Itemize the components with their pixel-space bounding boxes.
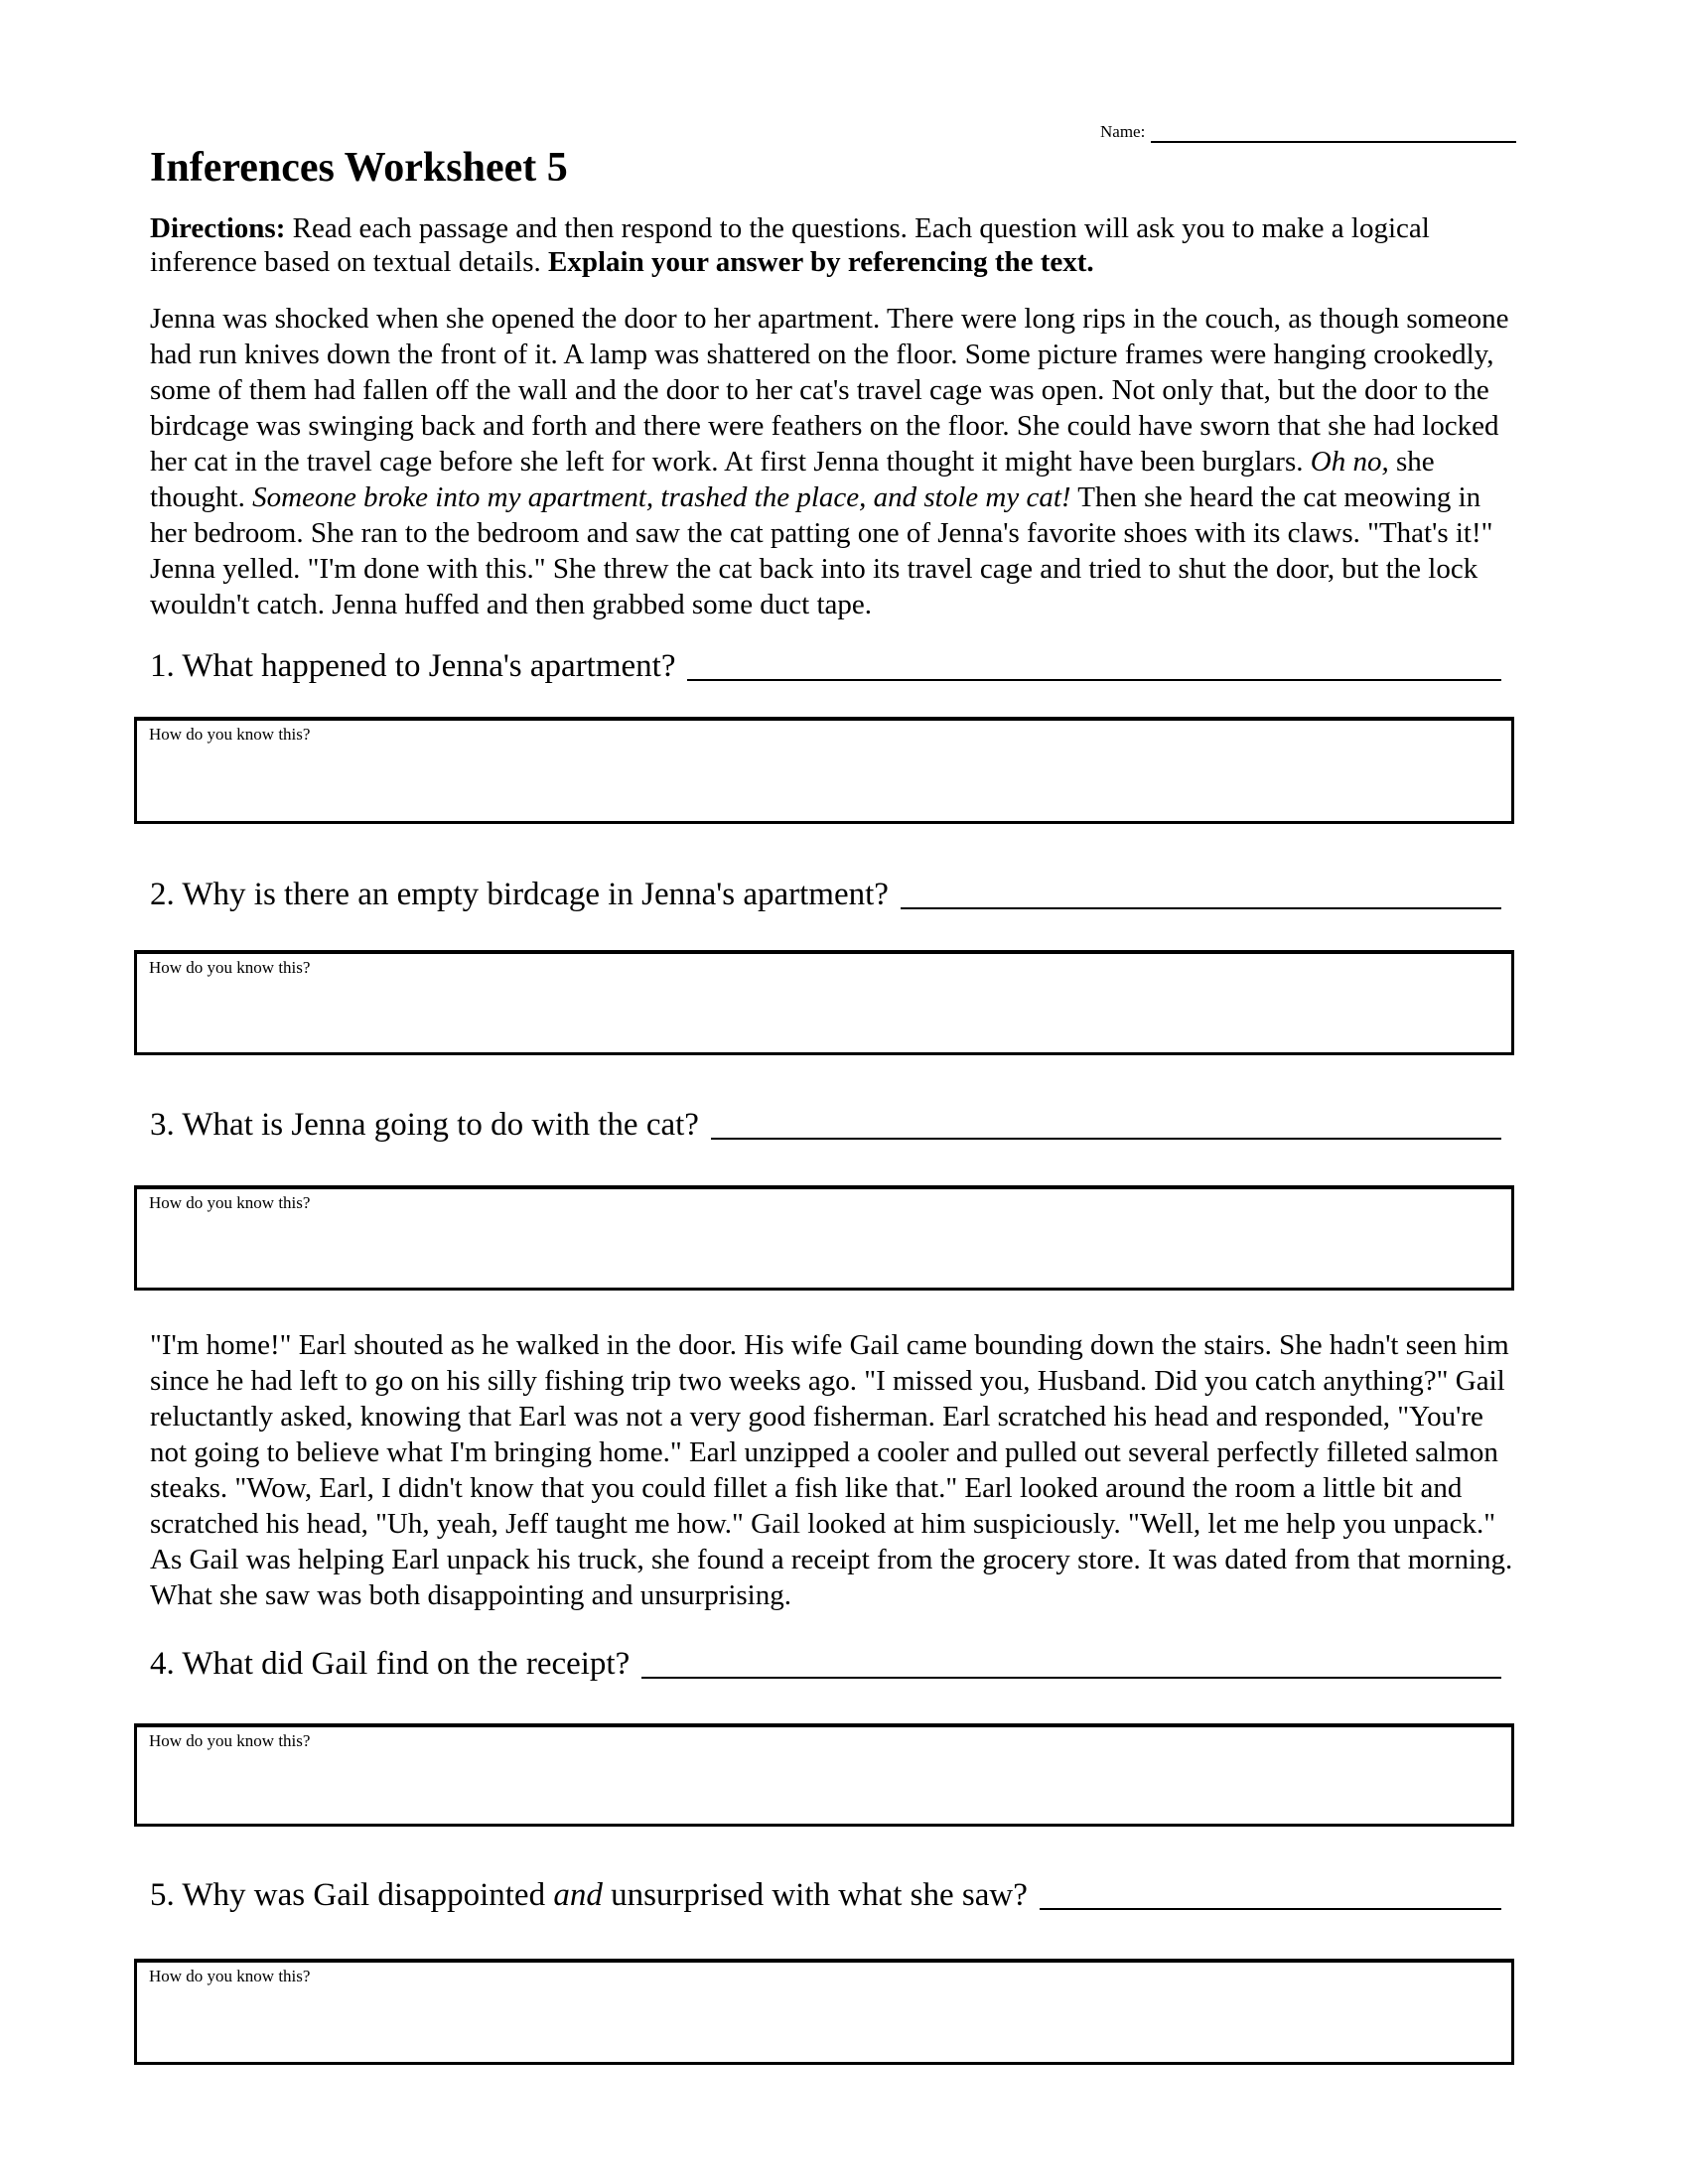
question-1-answer-line[interactable] <box>687 645 1501 681</box>
question-3-text: 3. What is Jenna going to do with the cat? <box>150 1107 699 1143</box>
question-4 <box>150 1643 1501 1685</box>
question-5 <box>150 1874 1501 1916</box>
directions-text: Directions: Read each passage and then respond to the questions. Each question will ask you to make a logical inference based on textual details. Explain your answer by referencing the text. <box>150 212 1430 278</box>
question-4-answer-line[interactable] <box>641 1643 1501 1679</box>
question-1 <box>150 645 1501 687</box>
question-5-explanation-label: How do you know this? <box>149 1967 311 1985</box>
question-3-explanation-box[interactable] <box>134 1185 1514 1291</box>
question-2-explanation-box[interactable] <box>134 950 1514 1055</box>
question-1-explanation-label: How do you know this? <box>149 725 311 744</box>
question-2-text: 2. Why is there an empty birdcage in Jenna's apartment? <box>150 877 889 912</box>
passage-2: "I'm home!" Earl shouted as he walked in the door. His wife Gail came bounding down the stairs. She hadn't seen him since he had left to go on his silly fishing trip two weeks ago. "I missed you, Husband. Did you catch anything?" Gail reluctantly asked, knowing that Earl was not a very good fisherman. Earl scratched his head and responded, "You're not going to believe what I'm bringing home." Earl unzipped a cooler and pulled out several perfectly filleted salmon steaks. "Wow, Earl, I didn't know that you could fillet a fish like that." Earl looked around the room a little bit and scratched his head, "Uh, yeah, Jeff taught me how." Gail looked at him suspiciously. "Well, let me help you unpack." As Gail was helping Earl unpack his truck, she found a receipt from the grocery store. It was dated from that morning. What she saw was both disappointing and unsurprising. <box>150 1329 1513 1611</box>
passage-1: Jenna was shocked when she opened the door to her apartment. There were long rips in the couch, as though someone had run knives down the front of it. A lamp was shattered on the floor. Some picture frames were hanging crookedly, some of them had fallen off the wall and the door to her cat's travel cage was open. Not only that, but the door to the birdcage was swinging back and forth and there were feathers on the floor. She could have sworn that she had locked her cat in the travel cage before she left for work. At first Jenna thought it might have been burglars. Oh no, she thought. Someone broke into my apartment, trashed the place, and stole my cat! Then she heard the cat meowing in her bedroom. She ran to the bedroom and saw the cat patting one of Jenna's favorite shoes with its claws. "That's it!" Jenna yelled. "I'm done with this." She threw the cat back into its travel cage and tried to shut the door, but the lock wouldn't catch. Jenna huffed and then grabbed some duct tape. <box>150 303 1509 620</box>
question-2 <box>150 874 1501 915</box>
question-1-text: 1. What happened to Jenna's apartment? <box>150 648 676 684</box>
question-5-explanation-box[interactable] <box>134 1959 1514 2065</box>
name-input-line[interactable] <box>1151 119 1516 143</box>
question-2-answer-line[interactable] <box>901 874 1501 909</box>
question-4-text: 4. What did Gail find on the receipt? <box>150 1646 631 1682</box>
question-4-explanation-label: How do you know this? <box>149 1731 311 1750</box>
question-4-explanation-box[interactable] <box>134 1723 1514 1827</box>
question-5-text: 5. Why was Gail disappointed and unsurprised with what she saw? <box>150 1877 1028 1913</box>
page-title: Inferences Worksheet 5 <box>150 145 568 191</box>
question-1-explanation-box[interactable] <box>134 717 1514 824</box>
question-5-answer-line[interactable] <box>1040 1874 1501 1910</box>
question-3-answer-line[interactable] <box>711 1104 1501 1140</box>
question-3-explanation-label: How do you know this? <box>149 1193 311 1212</box>
name-label: Name: <box>1100 122 1146 141</box>
question-2-explanation-label: How do you know this? <box>149 958 311 977</box>
question-3 <box>150 1104 1501 1146</box>
name-field-row <box>1100 119 1516 143</box>
